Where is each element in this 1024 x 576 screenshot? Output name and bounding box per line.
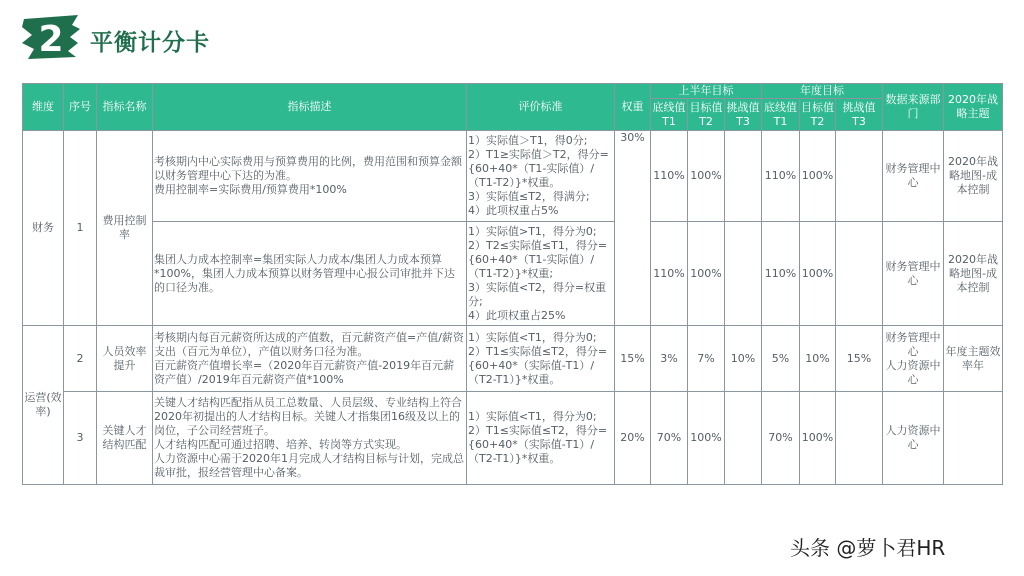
- source-cell: 财务管理中心 人力资源中心: [883, 326, 944, 392]
- col-a-t1: 底线值T1: [762, 99, 800, 131]
- table-row: [23, 222, 1003, 326]
- a-t3-cell: [836, 392, 883, 485]
- h-t3-cell: [725, 222, 762, 326]
- a-t3-cell: 15%: [836, 326, 883, 392]
- number-badge-logo: [20, 13, 82, 61]
- criteria-cell: 1）实际值＞T1，得0分; 2）T1≥实际值＞T2，得分={60+40*（T1-实际值）/（T1-T2）}*权重。 3）实际值≤T2，得满分; 4）此项权重占5%: [467, 131, 615, 222]
- col-a-t2: 目标值T2: [800, 99, 836, 131]
- description-cell: 考核期内中心实际费用与预算费用的比例，费用范围和预算金额以财务管理中心下达的为准。 费用控制率=实际费用/预算费用*100%: [153, 131, 467, 222]
- col-half-year: 上半年目标: [651, 84, 762, 99]
- col-name: 指标名称: [97, 84, 153, 131]
- theme-cell: 2020年战略地图-成本控制: [944, 222, 1003, 326]
- theme-cell: 年度主题效率年: [944, 326, 1003, 392]
- description-cell: 考核期内每百元薪资所达成的产值数，百元薪资产值=产值/薪资支出（百元为单位），产值以财务口径为准。 百元薪资产值增长率=（2020年百元薪资产值-2019年百元薪资产值）/2019年百元薪资产值*100%: [153, 326, 467, 392]
- a-t2-cell: 100%: [800, 131, 836, 222]
- h-t1-cell: 3%: [651, 326, 688, 392]
- a-t1-cell: 70%: [762, 392, 800, 485]
- h-t3-cell: [725, 392, 762, 485]
- page-title: 平衡计分卡: [90, 30, 210, 56]
- index-cell: 3: [64, 392, 97, 485]
- col-h-t2: 目标值T2: [688, 99, 725, 131]
- criteria-cell: 1）实际值<T1，得分为0; 2）T1≤实际值≤T2，得分={60+40*（实际值-T1）/（T2-T1）}*权重。: [467, 326, 615, 392]
- a-t2-cell: 100%: [800, 392, 836, 485]
- theme-cell: 2020年战略地图-成本控制: [944, 131, 1003, 222]
- source-cell: 财务管理中心: [883, 222, 944, 326]
- col-source: 数据来源部门: [883, 84, 944, 131]
- h-t2-cell: 100%: [688, 392, 725, 485]
- name-cell: 关键人才结构匹配: [97, 392, 153, 485]
- a-t3-cell: [836, 222, 883, 326]
- dimension-cell: 财务: [23, 131, 64, 326]
- theme-cell: [944, 392, 1003, 485]
- col-description: 指标描述: [153, 84, 467, 131]
- h-t1-cell: 110%: [651, 222, 688, 326]
- criteria-cell: 1）实际值>T1，得分为0; 2）T2≤实际值≤T1，得分={60+40*（T1-实际值）/（T1-T2）}*权重; 3）实际值<T2，得分=权重分; 4）此项权重占25%: [467, 222, 615, 326]
- col-criteria: 评价标准: [467, 84, 615, 131]
- svg-text:2: 2: [38, 19, 64, 60]
- h-t3-cell: 10%: [725, 326, 762, 392]
- h-t1-cell: 110%: [651, 131, 688, 222]
- col-annual: 年度目标: [762, 84, 883, 99]
- name-cell: 人员效率提升: [97, 326, 153, 392]
- source-cell: 财务管理中心: [883, 131, 944, 222]
- description-cell: 关键人才结构匹配指从员工总数量、人员层级、专业结构上符合2020年初提出的人才结构目标。关键人才指集团16级及以上的岗位，子公司经营班子。 人才结构匹配可通过招聘、培养、转岗等方式实现。 人力资源中心需于2020年1月完成人才结构目标与计划，完成总裁审批，报经营管理中心备案。: [153, 392, 467, 485]
- h-t1-cell: 70%: [651, 392, 688, 485]
- h-t2-cell: 100%: [688, 222, 725, 326]
- col-index: 序号: [64, 84, 97, 131]
- index-cell: 2: [64, 326, 97, 392]
- col-dimension: 维度: [23, 84, 64, 131]
- col-weight: 权重: [615, 84, 651, 131]
- table-row: [23, 326, 1003, 392]
- watermark: 头条 @萝卜君HR: [790, 536, 946, 560]
- h-t2-cell: 100%: [688, 131, 725, 222]
- a-t1-cell: 110%: [762, 131, 800, 222]
- a-t1-cell: 5%: [762, 326, 800, 392]
- table-row: [23, 131, 1003, 222]
- index-cell: 1: [64, 131, 97, 326]
- h-t3-cell: [725, 131, 762, 222]
- a-t3-cell: [836, 131, 883, 222]
- col-a-t3: 挑战值T3: [836, 99, 883, 131]
- a-t2-cell: 10%: [800, 326, 836, 392]
- table-row: [23, 392, 1003, 485]
- a-t1-cell: 110%: [762, 222, 800, 326]
- scorecard-table: [22, 83, 1003, 485]
- criteria-cell: 1）实际值<T1，得分为0; 2）T1≤实际值≤T2，得分={60+40*（实际值-T1）/（T2-T1）}*权重。: [467, 392, 615, 485]
- col-theme: 2020年战略主题: [944, 84, 1003, 131]
- dimension-cell: 运营(效率): [23, 326, 64, 485]
- weight-cell: 20%: [615, 392, 651, 485]
- h-t2-cell: 7%: [688, 326, 725, 392]
- a-t2-cell: 100%: [800, 222, 836, 326]
- weight-cell: 15%: [615, 326, 651, 392]
- description-cell: 集团人力成本控制率=集团实际人力成本/集团人力成本预算*100%，集团人力成本预算以财务管理中心报公司审批并下达的口径为准。: [153, 222, 467, 326]
- col-h-t1: 底线值T1: [651, 99, 688, 131]
- name-cell: 费用控制率: [97, 131, 153, 326]
- weight-cell: 30%: [615, 131, 651, 326]
- source-cell: 人力资源中心: [883, 392, 944, 485]
- col-h-t3: 挑战值T3: [725, 99, 762, 131]
